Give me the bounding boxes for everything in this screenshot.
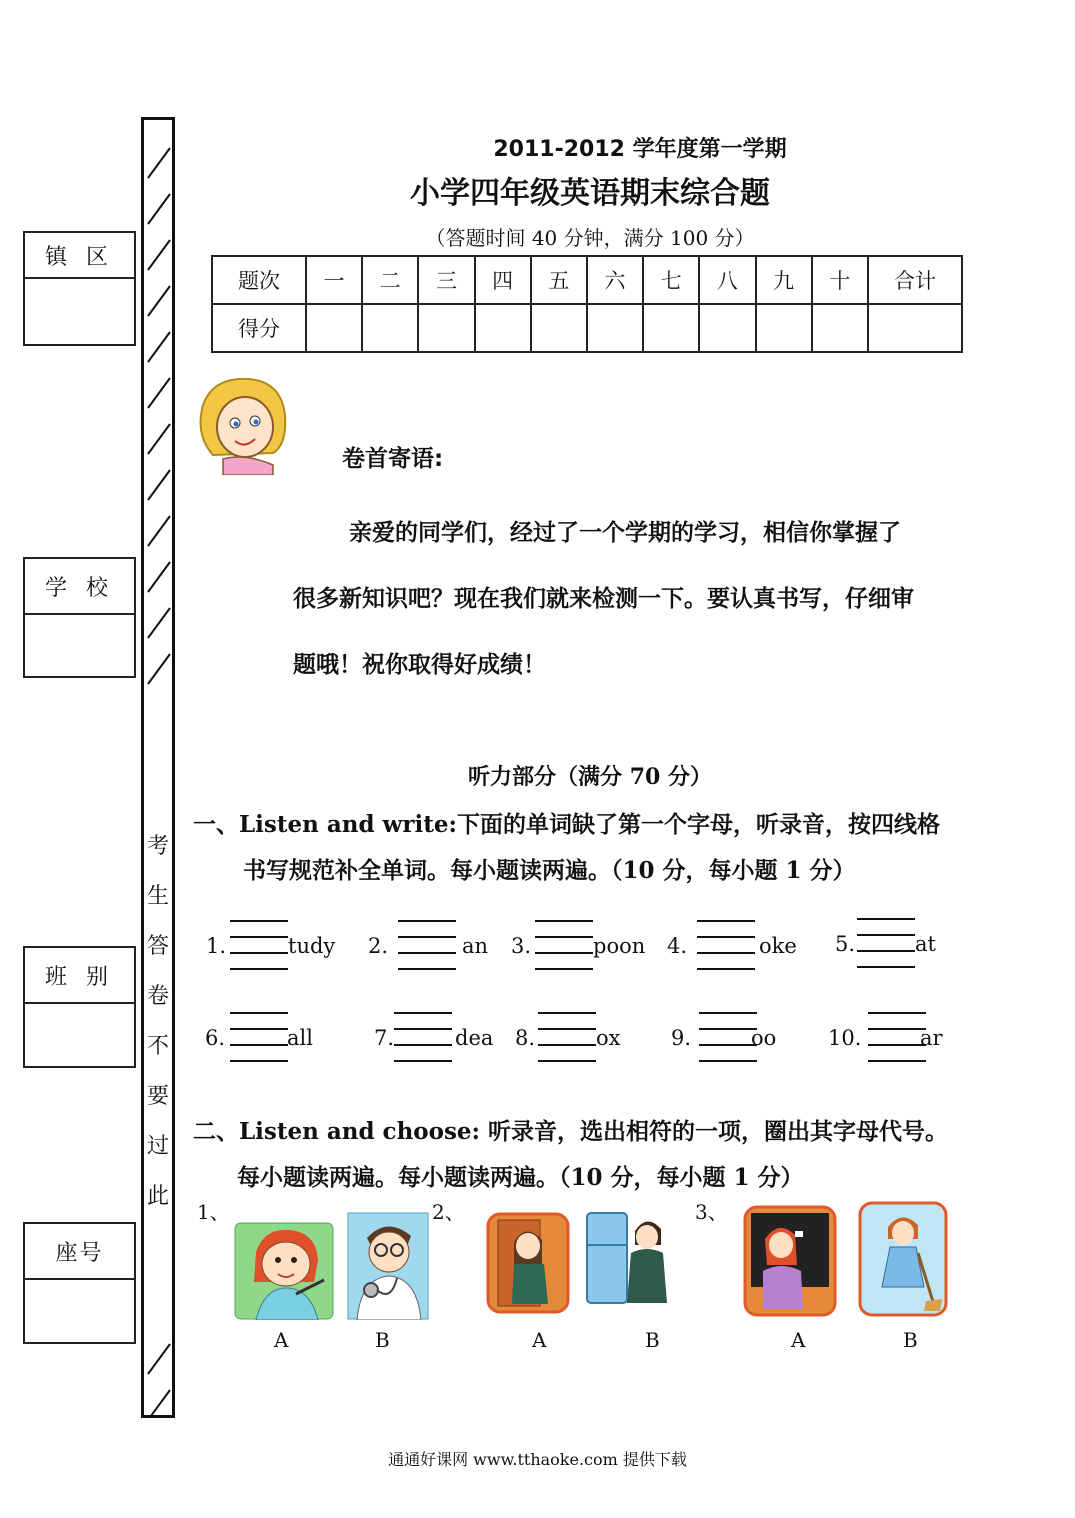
word-suffix: tudy (288, 934, 336, 958)
col-total: 合计 (868, 256, 962, 304)
grid-line (230, 1012, 288, 1014)
four-line-grid[interactable] (230, 1012, 288, 1060)
word-blank-item[interactable] (671, 1012, 811, 1072)
item-number: 7. (374, 1026, 395, 1050)
row-label-score: 得分 (212, 304, 306, 352)
exam-subtitle: （答题时间 40 分钟，满分 100 分） (425, 226, 755, 250)
word-suffix: dea (455, 1026, 494, 1050)
score-cell[interactable] (868, 304, 962, 352)
grid-line (230, 936, 288, 938)
binding-strip (141, 117, 175, 1418)
score-cell[interactable] (475, 304, 531, 352)
word-suffix: oo (751, 1026, 777, 1050)
grid-line (230, 1044, 288, 1046)
q1-instruction-line1: 一、Listen and write:下面的单词缺了第一个字母，听录音，按四线格 (193, 811, 940, 838)
grid-line (535, 920, 593, 922)
message-body (293, 500, 973, 698)
grid-line (699, 1028, 757, 1030)
word-blank-item[interactable] (368, 920, 508, 980)
message-line: 题哦！祝你取得好成绩！ (293, 652, 546, 678)
message-line: 亲爱的同学们，经过了一个学期的学习，相信你掌握了 (349, 520, 901, 546)
picture-girl-at-door[interactable] (486, 1212, 570, 1314)
four-line-grid[interactable] (699, 1012, 757, 1060)
binding-slash (148, 194, 170, 224)
grid-line (230, 920, 288, 922)
grid-line (697, 936, 755, 938)
grid-line (868, 1044, 926, 1046)
word-suffix: ar (920, 1026, 943, 1050)
q2-item-number: 2、 (432, 1200, 465, 1224)
grid-line (857, 966, 915, 968)
score-value-row (212, 304, 962, 352)
picture-girl-at-blackboard[interactable] (743, 1205, 837, 1317)
col-9: 九 (756, 256, 812, 304)
grid-line (857, 918, 915, 920)
binding-slash (148, 240, 170, 270)
note-char: 此 (147, 1184, 170, 1209)
word-suffix: poon (593, 934, 646, 958)
exam-title: 小学四年级英语期末综合题 (410, 176, 770, 211)
col-4: 四 (475, 256, 531, 304)
item-number: 2. (368, 934, 389, 958)
do-not-cross-note (147, 822, 169, 1222)
score-cell[interactable] (812, 304, 868, 352)
note-char: 要 (147, 1084, 170, 1109)
note-char: 考 (147, 834, 170, 859)
message-title: 卷首寄语: (342, 446, 444, 472)
grid-line (535, 968, 593, 970)
grid-line (394, 1060, 452, 1062)
item-number: 6. (205, 1026, 226, 1050)
binding-slash (148, 470, 170, 500)
q1-instruction-line2: 书写规范补全单词。每小题读两遍。（10 分，每小题 1 分） (243, 857, 856, 884)
grid-line (868, 1028, 926, 1030)
grid-line (697, 952, 755, 954)
score-cell[interactable] (362, 304, 418, 352)
word-blank-item[interactable] (835, 918, 975, 978)
score-cell[interactable] (418, 304, 474, 352)
grid-line (394, 1012, 452, 1014)
col-5: 五 (531, 256, 587, 304)
grid-line (868, 1060, 926, 1062)
score-header-row (212, 256, 962, 304)
school-box (23, 557, 136, 678)
col-1: 一 (306, 256, 362, 304)
grid-line (697, 920, 755, 922)
option-label: A (274, 1328, 289, 1352)
word-blank-item[interactable] (374, 1012, 514, 1072)
col-3: 三 (418, 256, 474, 304)
note-char: 生 (147, 884, 170, 909)
grid-line (230, 952, 288, 954)
picture-doctor-stethoscope[interactable] (347, 1212, 429, 1320)
four-line-grid[interactable] (535, 920, 593, 968)
grid-line (398, 920, 456, 922)
four-line-grid[interactable] (868, 1012, 926, 1060)
grid-line (699, 1044, 757, 1046)
four-line-grid[interactable] (697, 920, 755, 968)
note-char: 不 (147, 1034, 170, 1059)
grid-line (538, 1060, 596, 1062)
item-number: 1. (206, 934, 227, 958)
binding-slash (148, 286, 170, 316)
score-cell[interactable] (699, 304, 755, 352)
row-label-questions: 题次 (212, 256, 306, 304)
picture-girl-with-pen[interactable] (234, 1222, 334, 1320)
word-suffix: ox (596, 1026, 621, 1050)
score-cell[interactable] (756, 304, 812, 352)
grid-line (538, 1012, 596, 1014)
school-year: 2011-2012 学年度第一学期 (493, 137, 787, 162)
grid-line (398, 968, 456, 970)
picture-girl-at-fridge[interactable] (583, 1205, 671, 1305)
grid-line (538, 1028, 596, 1030)
word-blank-item[interactable] (515, 1012, 655, 1072)
grid-line (394, 1044, 452, 1046)
q2-item-number: 3、 (695, 1200, 728, 1224)
binding-slash (148, 1390, 170, 1415)
option-label: B (645, 1328, 660, 1352)
town-box (23, 231, 136, 346)
grid-line (398, 936, 456, 938)
score-cell[interactable] (643, 304, 699, 352)
school-label: 学 校 (25, 559, 134, 615)
grid-line (699, 1060, 757, 1062)
score-cell[interactable] (587, 304, 643, 352)
item-number: 9. (671, 1026, 692, 1050)
word-suffix: an (462, 934, 489, 958)
binding-slash (148, 424, 170, 454)
col-6: 六 (587, 256, 643, 304)
binding-slash (148, 608, 170, 638)
option-label: A (791, 1328, 806, 1352)
binding-slash (148, 148, 170, 178)
q2-item-number: 1、 (197, 1200, 230, 1224)
word-suffix: oke (759, 934, 797, 958)
binding-slash (148, 1344, 170, 1374)
word-suffix: at (915, 932, 936, 956)
word-blank-item[interactable] (206, 920, 346, 980)
grid-line (697, 968, 755, 970)
grid-line (857, 950, 915, 952)
q2-instruction-line2: 每小题读两遍。每小题读两遍。（10 分，每小题 1 分） (237, 1164, 804, 1191)
note-char: 过 (147, 1134, 170, 1159)
four-line-grid[interactable] (394, 1012, 452, 1060)
picture-girl-sweeping[interactable] (858, 1201, 948, 1317)
col-10: 十 (812, 256, 868, 304)
item-number: 10. (828, 1026, 862, 1050)
class-label: 班 别 (25, 948, 134, 1004)
four-line-grid[interactable] (230, 920, 288, 968)
item-number: 4. (667, 934, 688, 958)
grid-line (538, 1044, 596, 1046)
seat-label: 座号 (25, 1224, 134, 1280)
note-char: 卷 (147, 984, 170, 1009)
option-label: B (375, 1328, 390, 1352)
grid-line (535, 936, 593, 938)
binding-slash (148, 516, 170, 546)
binding-slash (148, 654, 170, 684)
town-label: 镇 区 (25, 233, 134, 279)
seat-box (23, 1222, 136, 1344)
q2-instruction-line1: 二、Listen and choose: 听录音，选出相符的一项，圈出其字母代号。 (193, 1118, 949, 1145)
grid-line (230, 968, 288, 970)
word-blank-item[interactable] (205, 1012, 345, 1072)
grid-line (857, 934, 915, 936)
four-line-grid[interactable] (398, 920, 456, 968)
grid-line (230, 1060, 288, 1062)
grid-line (394, 1028, 452, 1030)
score-table (211, 255, 963, 353)
col-2: 二 (362, 256, 418, 304)
score-cell[interactable] (306, 304, 362, 352)
grid-line (535, 952, 593, 954)
word-blank-item[interactable] (828, 1012, 968, 1072)
word-blank-item[interactable] (667, 920, 807, 980)
word-suffix: all (287, 1026, 313, 1050)
girl-illustration (193, 375, 289, 475)
col-7: 七 (643, 256, 699, 304)
note-char: 答 (147, 934, 170, 959)
class-box (23, 946, 136, 1068)
option-label: A (532, 1328, 547, 1352)
four-line-grid[interactable] (857, 918, 915, 966)
grid-line (699, 1012, 757, 1014)
item-number: 8. (515, 1026, 536, 1050)
binding-slash (148, 562, 170, 592)
message-line: 很多新知识吧？现在我们就来检测一下。要认真书写，仔细审 (293, 586, 914, 612)
grid-line (398, 952, 456, 954)
four-line-grid[interactable] (538, 1012, 596, 1060)
option-label: B (903, 1328, 918, 1352)
grid-line (230, 1028, 288, 1030)
footer-note: 通通好课网 www.tthaoke.com 提供下载 (388, 1450, 687, 1469)
word-blank-item[interactable] (511, 920, 651, 980)
binding-slash (148, 378, 170, 408)
col-8: 八 (699, 256, 755, 304)
binding-slash (148, 332, 170, 362)
score-cell[interactable] (531, 304, 587, 352)
item-number: 3. (511, 934, 532, 958)
listening-title: 听力部分（满分 70 分） (468, 764, 712, 790)
item-number: 5. (835, 932, 856, 956)
grid-line (868, 1012, 926, 1014)
